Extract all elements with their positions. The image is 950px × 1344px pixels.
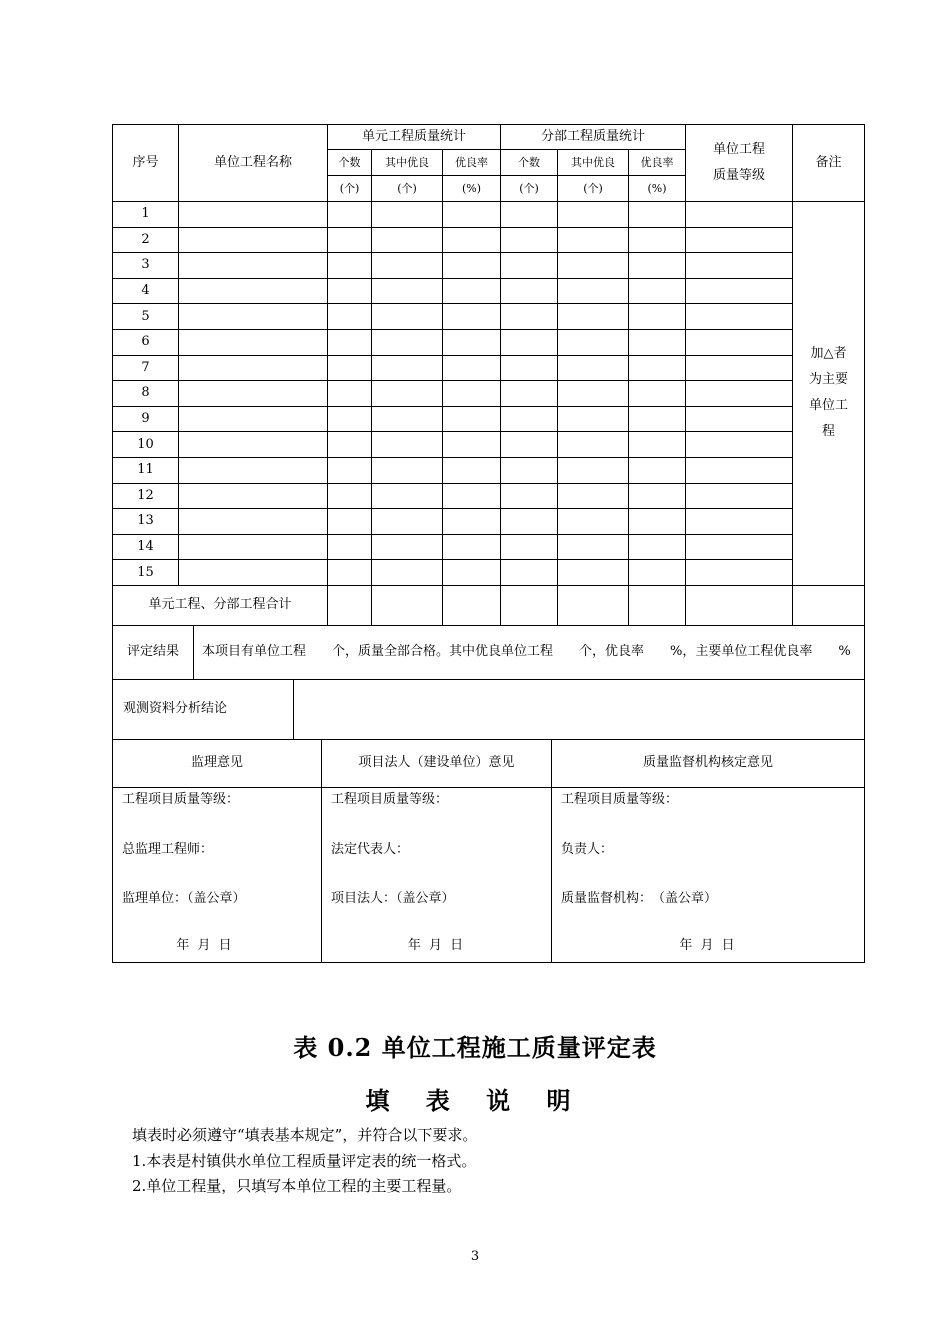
remark-line: 为主要 [809, 372, 849, 388]
row-cell[interactable] [179, 432, 328, 458]
row-cell[interactable] [558, 381, 629, 407]
row-cell[interactable] [372, 406, 443, 432]
data-rows [113, 202, 865, 586]
row-cell[interactable] [179, 406, 328, 432]
total-cell[interactable] [443, 585, 501, 625]
table-row [113, 457, 865, 483]
row-number: 14 [113, 534, 179, 560]
row-cell[interactable] [501, 406, 558, 432]
row-cell[interactable] [328, 278, 372, 304]
header-remark: 备注 [793, 125, 865, 202]
row-cell[interactable] [629, 483, 686, 509]
row-cell[interactable] [372, 355, 443, 381]
row-cell[interactable] [686, 227, 793, 253]
grade-line-1: 单位工程 [713, 142, 766, 157]
instruction-line: 1.本表是村镇供水单位工程质量评定表的统一格式。 [132, 1152, 477, 1170]
header-quality-grade [686, 125, 793, 202]
row-cell[interactable] [558, 483, 629, 509]
row-cell[interactable] [629, 457, 686, 483]
remark-cell [793, 202, 865, 586]
table-row [113, 278, 865, 304]
sub-rate-label: 优良率 [629, 150, 686, 176]
row-cell[interactable] [443, 253, 501, 279]
row-cell[interactable] [179, 534, 328, 560]
agency-signature-block[interactable] [552, 787, 865, 962]
row-cell[interactable] [501, 457, 558, 483]
page-number: 3 [470, 1249, 480, 1264]
row-cell[interactable] [558, 329, 629, 355]
row-cell[interactable] [629, 432, 686, 458]
row-cell[interactable] [501, 304, 558, 330]
total-cell[interactable] [793, 585, 865, 625]
table-row [113, 509, 865, 535]
row-cell[interactable] [501, 329, 558, 355]
main-table [112, 124, 865, 626]
row-cell[interactable] [629, 406, 686, 432]
row-cell[interactable] [328, 560, 372, 586]
row-cell[interactable] [686, 253, 793, 279]
date-label: 年 月 日 [407, 937, 466, 953]
sub-rate-unit: (%) [629, 176, 686, 202]
row-cell[interactable] [179, 355, 328, 381]
row-cell[interactable] [372, 509, 443, 535]
row-cell[interactable] [501, 509, 558, 535]
remark-line: 单位工 [809, 398, 849, 414]
row-number: 3 [113, 253, 179, 279]
row-cell[interactable] [179, 304, 328, 330]
instruction-line: 2.单位工程量，只填写本单位工程的主要工程量。 [132, 1177, 462, 1195]
observe-value[interactable] [294, 679, 865, 739]
remark-line: 加△者 [810, 346, 847, 362]
row-cell[interactable] [629, 304, 686, 330]
row-cell[interactable] [328, 483, 372, 509]
table-row [113, 560, 865, 586]
row-cell[interactable] [443, 560, 501, 586]
row-cell[interactable] [443, 457, 501, 483]
row-cell[interactable] [686, 483, 793, 509]
unit-excellent-unit: (个) [372, 176, 443, 202]
row-cell[interactable] [558, 253, 629, 279]
row-cell[interactable] [686, 432, 793, 458]
row-cell[interactable] [501, 355, 558, 381]
total-cell[interactable] [686, 585, 793, 625]
row-cell[interactable] [558, 560, 629, 586]
row-cell[interactable] [372, 432, 443, 458]
grade-line-2: 质量等级 [713, 168, 766, 183]
row-cell[interactable] [372, 381, 443, 407]
row-cell[interactable] [686, 278, 793, 304]
row-number: 9 [113, 406, 179, 432]
instruction-line: 填表时必须遵守“填表基本规定”，并符合以下要求。 [132, 1126, 478, 1144]
total-label: 单元工程、分部工程合计 [113, 585, 328, 625]
agency-label: 质量监督机构： （盖公章） [561, 890, 718, 906]
sub-excellent-unit: (个) [558, 176, 629, 202]
row-cell[interactable] [629, 534, 686, 560]
row-cell[interactable] [558, 304, 629, 330]
row-cell[interactable] [558, 202, 629, 228]
row-cell[interactable] [328, 509, 372, 535]
row-cell[interactable] [179, 253, 328, 279]
owner-opinion-header: 项目法人（建设单位）意见 [322, 739, 552, 787]
row-number: 2 [113, 227, 179, 253]
header-unit-name: 单位工程名称 [179, 125, 328, 202]
row-cell[interactable] [686, 381, 793, 407]
chief-supervisor-label: 总监理工程师： [122, 841, 214, 857]
row-cell[interactable] [443, 509, 501, 535]
row-cell[interactable] [501, 432, 558, 458]
document-subtitle: 填 表 说 明 [365, 1086, 585, 1115]
sub-count-label: 个数 [501, 150, 558, 176]
header-sub-stats: 分部工程质量统计 [501, 125, 686, 150]
table-row [113, 406, 865, 432]
row-cell[interactable] [372, 278, 443, 304]
row-cell[interactable] [443, 381, 501, 407]
row-cell[interactable] [179, 457, 328, 483]
row-cell[interactable] [372, 483, 443, 509]
observe-label: 观测资料分析结论 [113, 679, 294, 739]
eval-text[interactable]: 本项目有单位工程 个，质量全部合格。其中优良单位工程 个，优良率 %，主要单位工程优良率 % [194, 625, 865, 679]
row-cell[interactable] [501, 278, 558, 304]
row-cell[interactable] [328, 406, 372, 432]
row-cell[interactable] [629, 560, 686, 586]
total-cell[interactable] [629, 585, 686, 625]
row-cell[interactable] [629, 253, 686, 279]
row-cell[interactable] [558, 432, 629, 458]
row-cell[interactable] [443, 432, 501, 458]
table-row [113, 355, 865, 381]
row-cell[interactable] [372, 534, 443, 560]
row-number: 8 [113, 381, 179, 407]
row-cell[interactable] [328, 253, 372, 279]
row-cell[interactable] [558, 406, 629, 432]
document-title: 表 0.2 单位工程施工质量评定表 [293, 1033, 657, 1062]
unit-count-label: 个数 [328, 150, 372, 176]
evaluation-table [112, 625, 865, 680]
row-number: 5 [113, 304, 179, 330]
unit-excellent-label: 其中优良 [372, 150, 443, 176]
row-cell[interactable] [179, 381, 328, 407]
row-cell[interactable] [686, 406, 793, 432]
row-cell[interactable] [501, 381, 558, 407]
row-cell[interactable] [179, 227, 328, 253]
row-cell[interactable] [328, 329, 372, 355]
row-cell[interactable] [372, 329, 443, 355]
row-cell[interactable] [686, 560, 793, 586]
row-cell[interactable] [629, 329, 686, 355]
supervisory-agency-header: 质量监督机构核定意见 [552, 739, 865, 787]
legal-rep-label: 法定代表人： [331, 841, 410, 857]
row-cell[interactable] [443, 227, 501, 253]
total-cell[interactable] [328, 585, 372, 625]
row-cell[interactable] [558, 457, 629, 483]
table-row [113, 227, 865, 253]
row-cell[interactable] [443, 406, 501, 432]
row-cell[interactable] [328, 227, 372, 253]
row-cell[interactable] [501, 483, 558, 509]
row-cell[interactable] [372, 253, 443, 279]
row-cell[interactable] [686, 355, 793, 381]
row-cell[interactable] [501, 560, 558, 586]
row-number: 15 [113, 560, 179, 586]
quality-grade-label: 工程项目质量等级： [122, 791, 240, 807]
sub-excellent-label: 其中优良 [558, 150, 629, 176]
date-label: 年 月 日 [176, 937, 234, 953]
row-cell[interactable] [558, 278, 629, 304]
row-cell[interactable] [686, 457, 793, 483]
row-cell[interactable] [443, 534, 501, 560]
table-row [113, 304, 865, 330]
row-cell[interactable] [443, 304, 501, 330]
row-number: 12 [113, 483, 179, 509]
row-cell[interactable] [558, 355, 629, 381]
row-cell[interactable] [328, 432, 372, 458]
row-cell[interactable] [501, 227, 558, 253]
row-cell[interactable] [328, 457, 372, 483]
row-cell[interactable] [328, 304, 372, 330]
sub-count-unit: (个) [501, 176, 558, 202]
row-cell[interactable] [558, 509, 629, 535]
row-cell[interactable] [501, 534, 558, 560]
row-cell[interactable] [179, 329, 328, 355]
row-cell[interactable] [686, 509, 793, 535]
table-row [113, 381, 865, 407]
row-number: 7 [113, 355, 179, 381]
table-row [113, 483, 865, 509]
row-number: 4 [113, 278, 179, 304]
total-cell[interactable] [372, 585, 443, 625]
observation-table [112, 679, 865, 740]
row-cell[interactable] [179, 509, 328, 535]
table-row [113, 253, 865, 279]
person-in-charge-label: 负责人： [561, 841, 614, 857]
row-cell[interactable] [686, 304, 793, 330]
row-cell[interactable] [686, 202, 793, 228]
row-cell[interactable] [179, 278, 328, 304]
project-owner-label: 项目法人：（盖公章） [331, 890, 455, 906]
unit-rate-label: 优良率 [443, 150, 501, 176]
table-row [113, 329, 865, 355]
row-cell[interactable] [372, 560, 443, 586]
quality-grade-label: 工程项目质量等级： [331, 791, 449, 807]
signature-table [112, 739, 865, 963]
row-cell[interactable] [328, 202, 372, 228]
total-cell[interactable] [558, 585, 629, 625]
remark-line: 程 [822, 424, 836, 440]
row-cell[interactable] [629, 355, 686, 381]
supervision-unit-label: 监理单位：（盖公章） [122, 890, 246, 906]
row-cell[interactable] [179, 202, 328, 228]
row-cell[interactable] [629, 381, 686, 407]
header-seq: 序号 [113, 125, 179, 202]
table-row [113, 534, 865, 560]
table-row [113, 202, 865, 228]
total-cell[interactable] [501, 585, 558, 625]
supervision-signature-block[interactable] [113, 787, 322, 962]
row-number: 13 [113, 509, 179, 535]
row-number: 11 [113, 457, 179, 483]
row-number: 6 [113, 329, 179, 355]
row-cell[interactable] [328, 381, 372, 407]
row-cell[interactable] [372, 457, 443, 483]
owner-signature-block[interactable] [322, 787, 552, 962]
row-cell[interactable] [443, 483, 501, 509]
supervision-opinion-header: 监理意见 [113, 739, 322, 787]
row-cell[interactable] [179, 560, 328, 586]
row-cell[interactable] [372, 227, 443, 253]
row-cell[interactable] [558, 227, 629, 253]
eval-label: 评定结果 [113, 625, 194, 679]
row-cell[interactable] [372, 202, 443, 228]
row-cell[interactable] [629, 227, 686, 253]
row-number: 10 [113, 432, 179, 458]
date-label: 年 月 日 [679, 937, 737, 953]
row-cell[interactable] [686, 329, 793, 355]
row-cell[interactable] [501, 253, 558, 279]
unit-rate-unit: (%) [443, 176, 501, 202]
unit-count-unit: (个) [328, 176, 372, 202]
quality-evaluation-table [112, 124, 864, 963]
row-cell[interactable] [328, 355, 372, 381]
row-cell[interactable] [629, 509, 686, 535]
row-cell[interactable] [443, 355, 501, 381]
header-unit-stats: 单元工程质量统计 [328, 125, 501, 150]
row-cell[interactable] [686, 534, 793, 560]
row-cell[interactable] [501, 202, 558, 228]
row-cell[interactable] [629, 202, 686, 228]
row-cell[interactable] [328, 534, 372, 560]
row-cell[interactable] [629, 278, 686, 304]
row-cell[interactable] [443, 202, 501, 228]
row-cell[interactable] [179, 483, 328, 509]
row-cell[interactable] [443, 278, 501, 304]
row-cell[interactable] [558, 534, 629, 560]
row-cell[interactable] [372, 304, 443, 330]
row-cell[interactable] [443, 329, 501, 355]
table-row [113, 432, 865, 458]
quality-grade-label: 工程项目质量等级： [561, 791, 679, 807]
row-number: 1 [113, 202, 179, 228]
